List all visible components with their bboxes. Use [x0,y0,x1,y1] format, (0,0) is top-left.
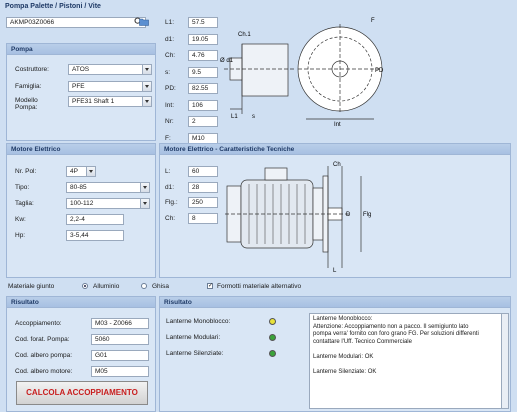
status-led-mod [269,334,276,341]
motor-dim-label: Flg.: [165,199,178,206]
ghisa-label: Ghisa [152,283,169,290]
albero-motore-label: Cod. albero motore: [15,368,73,375]
pump-dim-field[interactable]: 4.76 [188,50,218,61]
famiglia-value: PFE [72,83,85,90]
drawing-label-l1: L1 [231,114,238,120]
accoppiamento-label: Accoppiamento: [15,320,62,327]
drawing-label-int: Int [334,122,341,128]
result-message-line: Lanterne Silenziate: OK [313,368,377,375]
taglia-label: Taglia: [15,200,34,207]
famiglia-select[interactable] [68,81,152,92]
modello-select[interactable] [68,96,152,107]
chevron-down-icon[interactable] [140,183,149,192]
drawing-label-s: s [252,114,255,120]
tipo-label: Tipo: [15,184,30,191]
motor-drawing-label-ch: Ch [333,162,341,168]
taglia-select[interactable] [66,198,150,209]
pump-dim-label: Nr: [165,118,174,125]
alluminio-radio[interactable] [82,283,88,289]
motor-drawing [225,158,385,273]
drawing-label-pd: PD [375,68,384,74]
hp-label: Hp: [15,232,26,239]
risultato-right-title: Risultato [160,297,510,308]
result-message-line: Lanterne Modulari: OK [313,353,374,360]
result-message-text [313,316,505,376]
albero-motore-field[interactable]: M05 [91,366,149,377]
taglia-value: 100-112 [70,200,94,207]
modello-label: Modello [15,97,38,104]
formotti-checkbox[interactable]: ✓ [208,283,214,289]
page-title: Pompa Palette / Pistoni / Vite [5,3,101,10]
pump-dim-label: Ch: [165,52,176,59]
motor-dim-field[interactable]: 28 [188,182,218,193]
costruttore-label: Costruttore: [15,66,49,73]
chevron-down-icon[interactable] [140,199,149,208]
drawing-label-d1: Ø d1 [220,58,234,64]
lanterne-sil-indicator [263,349,283,358]
pump-dim-label: d1: [165,35,175,43]
code-search-input[interactable]: AKMP03Z0066 [6,17,146,28]
npol-value: 4P [70,168,78,175]
tipo-value: 80-85 [70,184,87,191]
motor-dim-field[interactable]: 8 [188,213,218,224]
albero-pompa-field[interactable]: G01 [91,350,149,361]
pump-dim-label: L1: [165,19,175,26]
pompa-panel-title: Pompa [7,44,155,55]
drawing-label-ch1: Ch.1 [238,32,251,38]
formotti-label: Formotti materiale alternativo [217,283,302,290]
npol-select[interactable] [66,166,96,177]
pump-dim-field[interactable]: 9.5 [188,67,218,78]
result-message-line: contattare l'Uff. Tecnico Commerciale [313,338,412,345]
materiale-label: Materiale giunto [8,283,55,290]
folder-icon[interactable] [138,17,149,28]
tipo-select[interactable] [66,182,150,193]
pompa-panel [6,43,156,141]
motor-dim-label: L: [165,168,171,175]
pump-dim-field[interactable]: 57.5 [188,17,218,28]
accoppiamento-field[interactable]: M03 - Z0066 [91,318,149,329]
chevron-down-icon[interactable] [142,82,151,91]
famiglia-label: Famiglia: [15,83,42,90]
pump-dim-label: PD: [165,85,176,92]
forat-pompa-label: Cod. forat. Pompa: [15,336,70,343]
status-led-sil [269,350,276,357]
lanterne-mod-label: Lanterne Modulari: [166,334,221,341]
lanterne-mod-indicator [263,333,283,342]
motor-drawing-label-d: D [346,212,351,218]
motor-dim-label: d1: [165,183,175,191]
motore-panel [6,143,156,278]
pump-dim-field[interactable]: 2 [188,116,218,127]
kw-field[interactable]: 2,2-4 [66,214,124,225]
pump-drawing [222,14,382,134]
forat-pompa-field[interactable]: 5060 [91,334,149,345]
result-message-box[interactable] [309,313,509,409]
motor-dim-field[interactable]: 250 [188,197,218,208]
lanterne-mono-label: Lanterne Monoblocco: [166,318,231,325]
alluminio-label: Alluminio [93,283,120,290]
costruttore-select[interactable] [68,64,152,75]
status-led-mono [269,318,276,325]
drawing-label-f: F [371,18,375,24]
pump-dim-label: Int: [165,101,175,109]
result-message-line [313,361,505,369]
lanterne-sil-label: Lanterne Silenziate: [166,350,224,357]
motor-dim-label: Ch: [165,214,176,222]
result-message-line: pompa verra' fornito con foro grano FG. Per soluzioni differenti [313,331,479,337]
chevron-down-icon[interactable] [86,167,95,176]
albero-pompa-label: Cod. albero pompa: [15,352,73,359]
motor-dim-field[interactable]: 60 [188,166,218,177]
pump-dim-label: s: [165,68,171,76]
result-message-line [313,346,505,354]
lanterne-mono-indicator [263,317,283,326]
motor-drawing-label-l: L [333,268,337,274]
pump-dim-field[interactable]: 106 [188,100,218,111]
npol-label: Nr. Pol: [15,168,37,175]
motor-drawing-label-flg: Flg [363,212,372,218]
costruttore-value: ATOS [72,66,90,73]
risultato-left-title: Risultato [7,297,155,308]
modello-label-2: Pompa: [15,104,38,111]
kw-label: Kw: [15,216,26,223]
pump-dim-field[interactable]: 82.55 [188,83,218,94]
result-message-line: Lanterne Monoblocco: [313,316,373,322]
chevron-down-icon[interactable] [142,97,151,106]
motore-car-panel-title: Motore Elettrico - Caratteristiche Tecniche [160,144,510,155]
result-scrollbar[interactable] [501,314,508,408]
modello-value: PFE31 Shaft 1 [72,98,115,105]
ghisa-radio[interactable] [141,283,147,289]
calcola-accoppiamento-button[interactable]: CALCOLA ACCOPPIAMENTO [16,381,148,405]
motore-panel-title: Motore Elettrico [7,144,155,155]
pump-dim-field[interactable]: M10 [188,133,218,144]
pump-dim-field[interactable]: 19.05 [188,34,218,45]
pump-dim-label: F: [165,134,171,142]
chevron-down-icon[interactable] [142,65,151,74]
hp-field[interactable]: 3-5,44 [66,230,124,241]
result-message-line: Attenzione: Accoppiamento non a pacco. Il semigiunto lato [313,323,469,330]
